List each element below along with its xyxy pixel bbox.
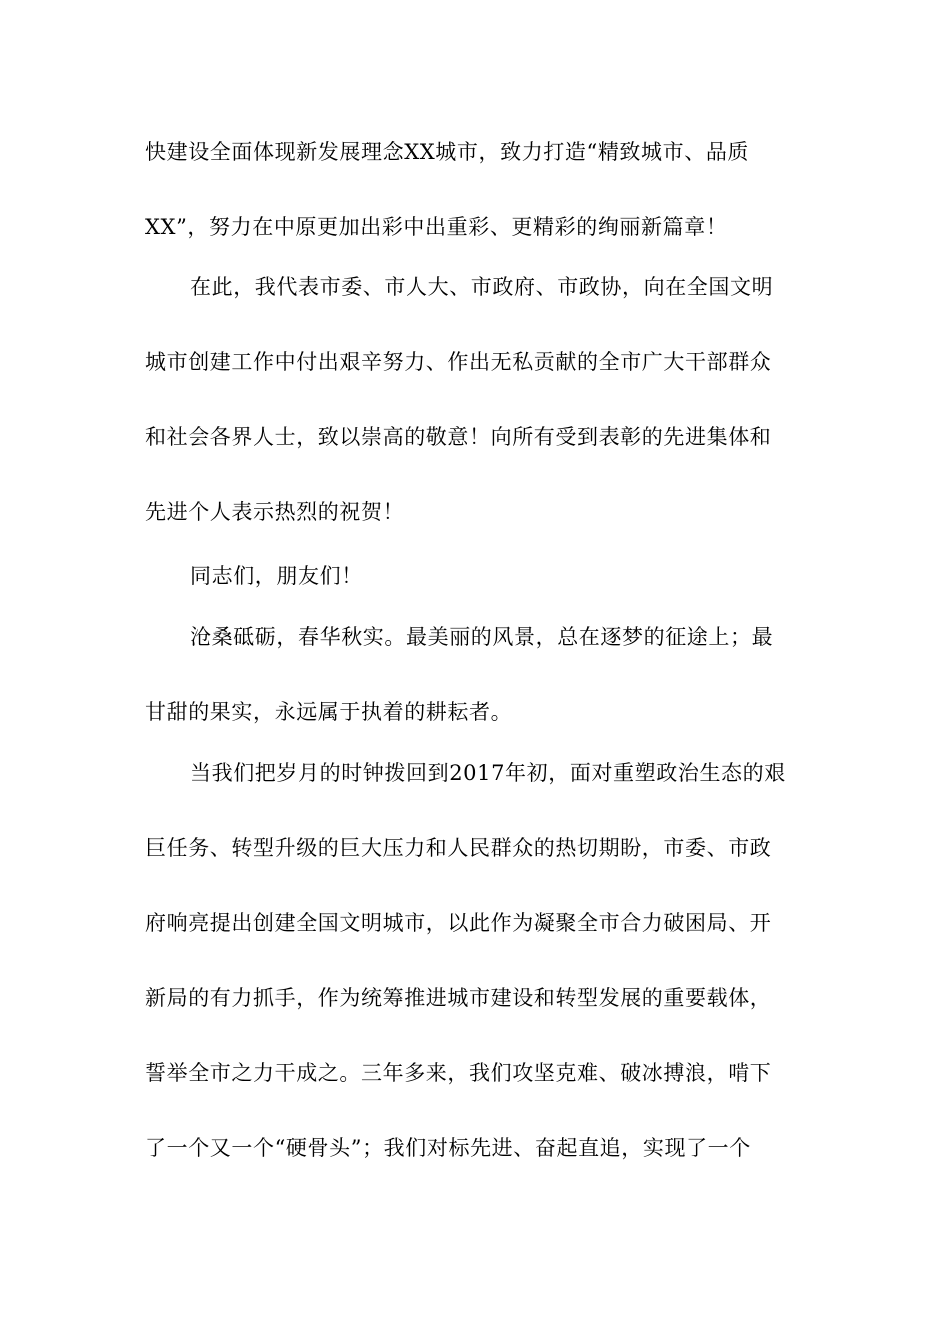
text-line: 和社会各界人士，致以崇高的敬意！向所有受到表彰的先进集体和 xyxy=(145,425,772,449)
text-line: XX”，努力在中原更加出彩中出重彩、更精彩的绚丽新篇章！ xyxy=(145,215,728,239)
text-line: 巨任务、转型升级的巨大压力和人民群众的热切期盼，市委、市政 xyxy=(145,836,772,860)
text-line: 快建设全面体现新发展理念XX城市，致力打造“精致城市、品质 xyxy=(145,140,750,164)
paragraph-start-line: 当我们把岁月的时钟拨回到2017年初，面对重塑政治生态的艰 xyxy=(190,761,786,785)
paragraph-start-line: 在此，我代表市委、市人大、市政府、市政协，向在全国文明 xyxy=(190,275,774,299)
text-line: 先进个人表示热烈的祝贺！ xyxy=(145,500,405,524)
text-line: 城市创建工作中付出艰辛努力、作出无私贡献的全市广大干部群众 xyxy=(145,350,772,374)
text-line: 府响亮提出创建全国文明城市，以此作为凝聚全市合力破困局、开 xyxy=(145,911,772,935)
text-line: 誓举全市之力干成之。三年多来，我们攻坚克难、破冰搏浪，啃下 xyxy=(145,1061,772,1085)
text-line: 了一个又一个“硬骨头”；我们对标先进、奋起直追，实现了一个 xyxy=(145,1136,751,1160)
text-line: 甘甜的果实，永远属于执着的耕耘者。 xyxy=(145,700,513,724)
text-line: 新局的有力抓手，作为统筹推进城市建设和转型发展的重要载体， xyxy=(145,986,772,1010)
paragraph-start-line: 同志们，朋友们！ xyxy=(190,564,363,588)
paragraph-start-line: 沧桑砥砺，春华秋实。最美丽的风景，总在逐梦的征途上；最 xyxy=(190,625,774,649)
